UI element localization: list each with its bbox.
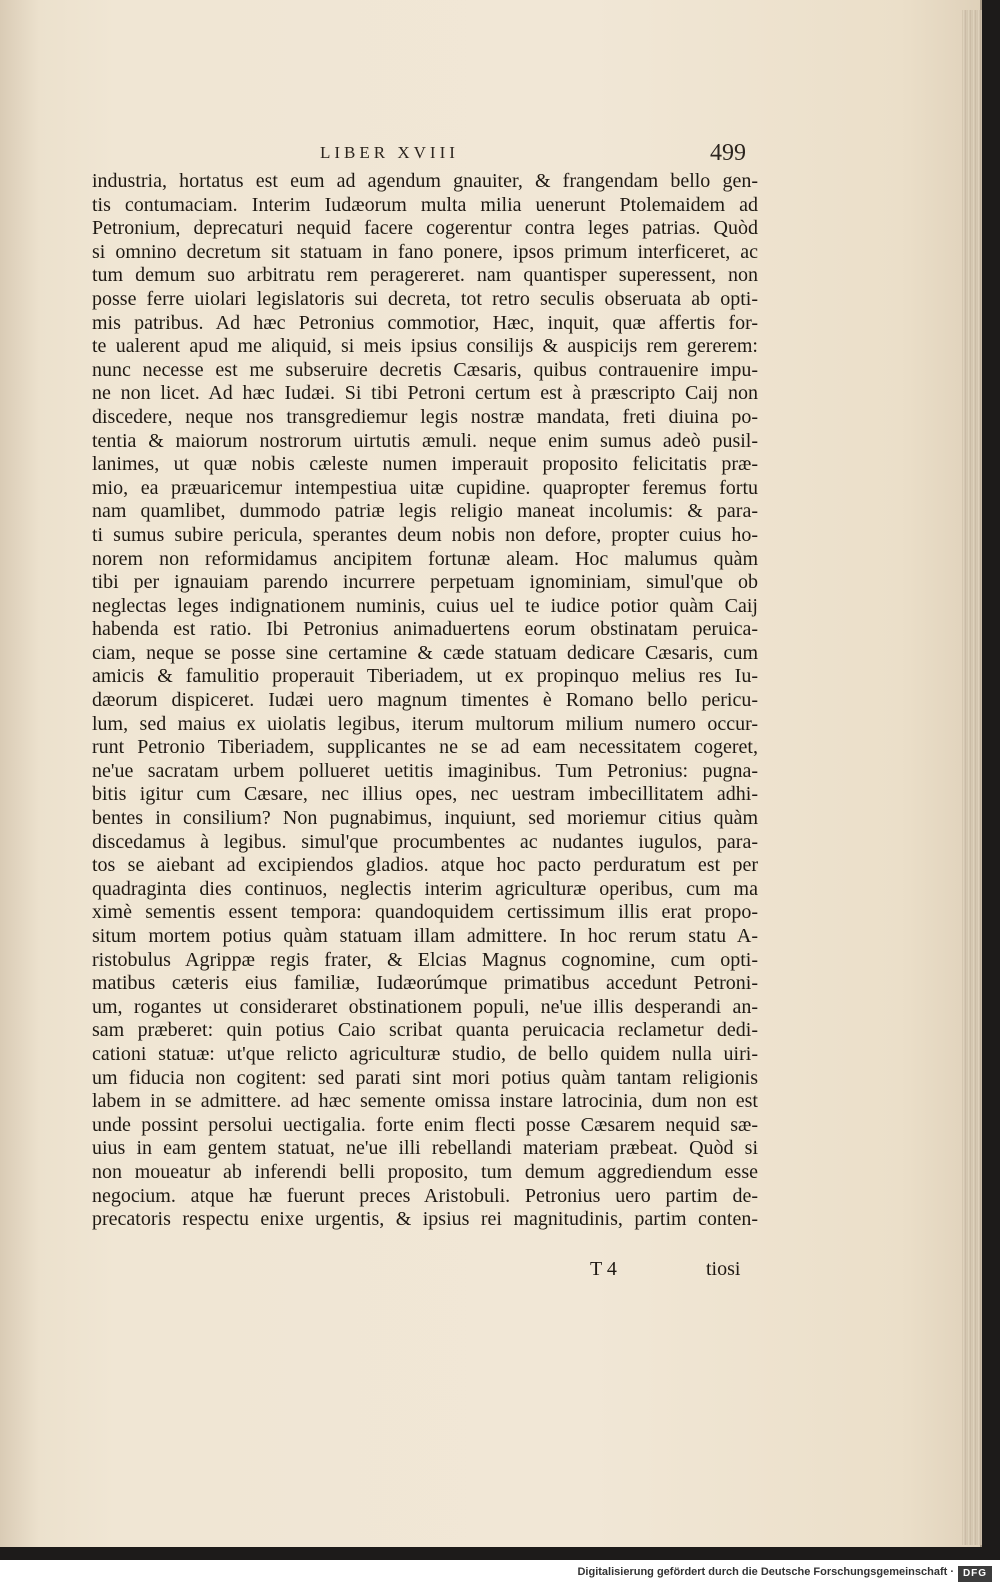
text-line: ne non licet. Ad hæc Iudæi. Si tibi Petroni certum est à præscripto Caij non	[92, 382, 758, 405]
text-line: lum, sed maius ex uiolatis legibus, iterum multorum milium numero occur-	[92, 712, 758, 735]
text-line: nunc necesse est me subseruire decretis Cæsaris, quibus contrauenire impu-	[92, 358, 758, 381]
text-line: um fiducia non cogitent: sed parati sint mori potius quàm tantam religionis	[92, 1066, 758, 1089]
text-line: tibi per ignauiam parendo incurrere perpetuam ignominiam, simul'que ob	[92, 571, 758, 594]
text-line: ciam, neque se posse sine certamine & cæde statuam dedicare Cæsaris, cum	[92, 641, 758, 664]
text-line: precatoris respectu enixe urgentis, & ipsius rei magnitudinis, partim conten-	[92, 1208, 758, 1231]
text-line: discedamus à legibus. simul'que procumbentes ac nudantes iugulos, para-	[92, 830, 758, 853]
text-body	[92, 170, 758, 1232]
running-head: LIBER XVIII	[320, 143, 459, 162]
text-line: mio, ea præuaricemur intempestiua uitæ cupidine. quapropter feremus fortu	[92, 476, 758, 499]
text-line: discedere, neque nos transgrediemur legis nostræ mandata, freti diuina po-	[92, 405, 758, 428]
text-line: habenda est ratio. Ibi Petronius animaduertens eorum obstinatam peruica-	[92, 618, 758, 641]
catchword: tiosi	[706, 1258, 741, 1280]
text-line: mis patribus. Ad hæc Petronius commotior, Hæc, inquit, quæ affertis for-	[92, 311, 758, 334]
text-line: sam præberet: quin potius Caio scribat quanta peruicacia reclametur dedi-	[92, 1019, 758, 1042]
text-line: industria, hortatus est eum ad agendum gnauiter, & frangendam bello gen-	[92, 170, 758, 192]
text-line: dæorum dispiceret. Iudæi uero magnum timentes è Romano bello pericu-	[92, 689, 758, 712]
text-line: neglectas leges indignationem numinis, cuius uel te iudice potior quàm Caij	[92, 594, 758, 617]
text-line: tentia & maiorum nostrorum uirtutis æmuli. neque enim sumus adeò pusil-	[92, 429, 758, 452]
text-line: tis contumaciam. Interim Iudæorum multa milia uenerunt Ptolemaidem ad	[92, 193, 758, 216]
footer-bar	[0, 1560, 1000, 1589]
text-line: labem in se admittere. ad hæc semente omissa instare latrocinia, dum non est	[92, 1090, 758, 1113]
text-line: si omnino decretum sit statuam in fano ponere, ipsos primum interficeret, ac	[92, 240, 758, 263]
text-line: lanimes, ut quæ nobis cæleste numen imperauit proposito felicitatis præ-	[92, 453, 758, 476]
text-line: cationi statuæ: ut'que relicto agriculturæ studio, de bello quidem nulla uiri-	[92, 1042, 758, 1065]
text-line: ti sumus subire pericula, sperantes deum nobis non defore, propter cuius ho-	[92, 523, 758, 546]
text-line: ximè sementis essent tempora: quandoquidem certissimum illis erat propo-	[92, 901, 758, 924]
text-line: bentes in consilium? Non pugnabimus, inquiunt, sed moriemur citius quàm	[92, 807, 758, 830]
text-line: ristobulus Agrippæ regis frater, & Elcias Magnus cognomine, cum opti-	[92, 948, 758, 971]
text-line: te ualerent apud me aliquid, si meis ipsius consilijs & auspicijs rem gererem:	[92, 335, 758, 358]
page-edge	[962, 10, 982, 1545]
dfg-logo: DFG	[958, 1566, 992, 1582]
text-line: non moueatur ab inferendi belli proposito, tum demum aggrediendum esse	[92, 1160, 758, 1183]
text-line: amicis & famulitio properauit Tiberiadem, ut ex propinquo melius res Iu-	[92, 665, 758, 688]
text-line: posse ferre uiolari legislatoris sui decreta, tot retro seculis obseruata ab opti-	[92, 287, 758, 310]
text-line: runt Petronio Tiberiadem, supplicantes ne se ad eam necessitatem cogeret,	[92, 736, 758, 759]
text-line: negocium. atque hæ fuerunt preces Aristobuli. Petronius uero partim de-	[92, 1184, 758, 1207]
funding-credit: Digitalisierung gefördert durch die Deutsche Forschungsgemeinschaft ·	[577, 1566, 954, 1578]
text-line: tum demum suo arbitratu rem peragereret. nam quantisper superessent, non	[92, 264, 758, 287]
text-line: norem non reformidamus ancipitem fortunæ aleam. Hoc malumus quàm	[92, 547, 758, 570]
text-line: tos se aiebant ad excipiendos gladios. atque hoc pacto perduratum est per	[92, 854, 758, 877]
text-line: unde possint persolui uectigalia. forte enim flecti posse Cæsarem nequid sæ-	[92, 1113, 758, 1136]
text-line: bitis igitur cum Cæsare, nec illius opes, nec uestram imbecillitatem adhi-	[92, 783, 758, 806]
text-line: uius in eam gentem statuat, ne'ue illi rebellandi materiam præbeat. Quòd si	[92, 1137, 758, 1160]
text-line: situm mortem potius quàm statuam illam admittere. In hoc rerum statu A-	[92, 925, 758, 947]
text-line: matibus cæteris eius familiæ, Iudæorúmque primatibus accedunt Petroni-	[92, 972, 758, 995]
text-line: Petronium, deprecaturi nequid facere cogerentur contra leges patrias. Quòd	[92, 217, 758, 240]
text-line: quadraginta dies continuos, neglectis interim agriculturæ operibus, cum ma	[92, 877, 758, 900]
text-line: um, rogantes ut consideraret obstinationem populi, ne'ue illis desperandi an-	[92, 995, 758, 1018]
page-number: 499	[710, 140, 746, 166]
text-line: nam quamlibet, dummodo patriæ legis religio maneat incolumis: & para-	[92, 500, 758, 523]
text-line: ne'ue sacratam urbem pollueret uetitis imaginibus. Tum Petronius: pugna-	[92, 759, 758, 782]
signature-mark: T 4	[590, 1258, 617, 1280]
